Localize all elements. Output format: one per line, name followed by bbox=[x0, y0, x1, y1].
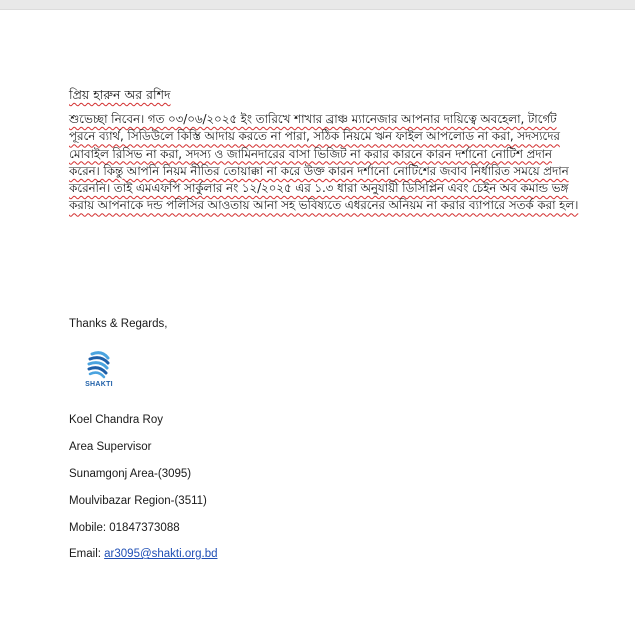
email-link[interactable]: ar3095@shakti.org.bd bbox=[104, 548, 218, 560]
closing-text: Thanks & Regards, bbox=[69, 318, 168, 330]
signer-name: Koel Chandra Roy bbox=[69, 414, 163, 426]
signer-area: Sunamgonj Area-(3095) bbox=[69, 468, 192, 480]
email-label: Email: bbox=[69, 548, 105, 560]
letter-body bbox=[69, 86, 579, 215]
shakti-logo bbox=[78, 348, 120, 394]
salutation: প্রিয় হারুন অর রশিদ bbox=[69, 87, 171, 102]
logo-wordmark: SHAKTI bbox=[85, 381, 113, 388]
signer-email-line bbox=[69, 547, 217, 561]
window-top-strip bbox=[0, 0, 635, 10]
letter-paragraph: শুভেচ্ছা নিবেন। গত ০৩/০৬/২০২৫ ইং তারিখে শাখার ব্রাঞ্চ ম্যানেজার আপনার দায়িত্বে অবহেলা, টার্গেট পূরনে ব্যার্থ, সিডিউলে কিস্তি আদায় করতে না পারা, সঠিক নিয়মে ঋন ফাইল আপলোড না করা, সদস্যদের মোবাইল রিসিভ না করা, সদস্য ও জামিনদারের বাসা ভিজিট না করার কারনে কারন দর্শানো নোটিশ প্রদান করেন। কিন্তু আপনি নিয়ম নীতির তোয়াক্কা না করে উক্ত কারন দর্শানো নোটিশের জবাব নির্ধারিত সময়ে প্রদান করেননি। তাই এমএফপি সার্কুলার নং ১২/২০২৫ এর ১.৩ ধারা অনুযায়ী ডিসিপ্লিন এবং চেইন অব কমান্ড ভঙ্গ করায় আপনাকে দন্ড পলিসির আওতায় আনা সহ ভবিষ্যতে এধরনের অনিয়ম না করার ব্যাপারে সতর্ক করা হল। bbox=[69, 112, 579, 213]
signer-region: Moulvibazar Region-(3511) bbox=[69, 495, 207, 507]
shakti-logo-icon bbox=[78, 348, 120, 382]
signer-designation: Area Supervisor bbox=[69, 441, 152, 453]
signer-mobile: Mobile: 01847373088 bbox=[69, 522, 180, 534]
